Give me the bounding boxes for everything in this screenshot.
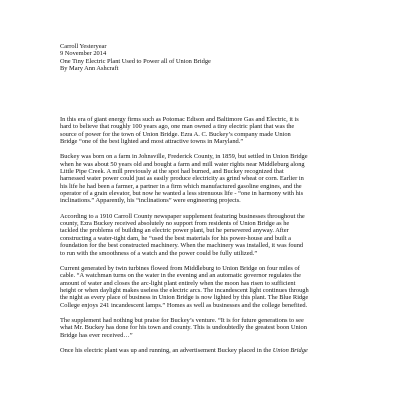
text-line: the night as every place of business in Union Bridge is now lighted by this plant. The Blue Ridge bbox=[60, 294, 309, 302]
publication-date: 9 November 2014 bbox=[60, 50, 107, 58]
text-line: his life he had been a farmer, a partner in a firm which manufactured gasoline engines, and the bbox=[60, 182, 302, 190]
publication-name: Carroll Yesteryear bbox=[60, 43, 107, 50]
paragraph bbox=[60, 213, 364, 257]
text-line: when he was about 50 years old and bought a farm and mill water rights near Middleburg along bbox=[60, 160, 305, 168]
text-line bbox=[60, 347, 364, 354]
text-line: operator of a grain elevator, but now he wanted a less strenuous life - “one in harmony with his bbox=[60, 190, 304, 198]
paragraph bbox=[60, 317, 364, 339]
text-line: foundation for the best constructed machinery. When the machinery was installed, it was found bbox=[60, 242, 304, 250]
text-line: constructing a water-tight dam, he “used the best materials for his power-house and built a bbox=[60, 234, 291, 242]
text-line: harnessed water power could just as easily produce electricity as grind wheat or corn. Earlier in bbox=[60, 175, 304, 183]
text-line: cable. “A watchman turns on the water in the evening and an automatic governor regulates the bbox=[60, 272, 301, 280]
article-title: One Tiny Electric Plant Used to Power all of Union Bridge bbox=[60, 57, 211, 65]
text-line: height or when daylight makes useless the electric arcs. The incandescent light continues through bbox=[60, 286, 309, 294]
text-line: According to a 1910 Carroll County newspaper supplement featuring businesses throughout the bbox=[60, 212, 305, 220]
article-body bbox=[60, 116, 364, 354]
text-line: tackled the problems of building an electric power plant, but he persevered anyway. After bbox=[60, 227, 289, 235]
newspaper-name: Union Bridge bbox=[272, 346, 308, 354]
text-line: Bridge has ever received…” bbox=[60, 331, 133, 339]
text-line: source of power for the town of Union Bridge. Ezra A. C. Buckey’s company made Union bbox=[60, 130, 291, 138]
text-line: Current generated by twin turbines flowed from Middleburg to Union Bridge on four miles of bbox=[60, 264, 300, 272]
text-line: to run with the smoothness of a watch and the power could be fully utilized.” bbox=[60, 249, 258, 257]
text-line: inclinations.” Apparently, his “inclinations” were engineering projects. bbox=[60, 197, 241, 205]
text-line-start: Once his electric plant was up and running, an advertisement Buckey placed in the bbox=[60, 346, 273, 354]
paragraph bbox=[60, 265, 364, 309]
text-line: In this era of giant energy firms such as Potomac Edison and Baltimore Gas and Electric, it is bbox=[60, 116, 299, 123]
article-byline: By Mary Ann Ashcraft bbox=[60, 65, 119, 73]
article-header bbox=[60, 43, 360, 72]
paragraph bbox=[60, 116, 364, 145]
text-line: amount of water and closes the arc-light plant entirely when the moon has risen to sufficient bbox=[60, 279, 296, 287]
paragraph bbox=[60, 347, 364, 354]
text-line: The supplement had nothing but praise for Buckey’s venture. “It is for future generations to see bbox=[60, 316, 304, 324]
text-line: county, Ezra Buckey received absolutely no support from residents of Union Bridge as he bbox=[60, 220, 290, 228]
text-line: Bridge “one of the best lighted and most attractive towns in Maryland.” bbox=[60, 138, 244, 146]
text-line: what Mr. Buckey has done for his town and county. This is undoubtedly the greatest boon Union bbox=[60, 324, 307, 332]
paragraph bbox=[60, 153, 364, 204]
text-line: Buckey was born on a farm in Johnsville, Frederick County, in 1859, but settled in Union Bridge bbox=[60, 153, 308, 161]
text-line: Little Pipe Creek. A mill previously at the spot had burned, and Buckey recognized that bbox=[60, 168, 284, 176]
text-line: hard to believe that roughly 100 years ago, one man owned a tiny electric plant that was the bbox=[60, 123, 295, 131]
text-line: College enjoys 241 incandescent lamps.” Homes as well as businesses and the college benefited. bbox=[60, 301, 308, 309]
